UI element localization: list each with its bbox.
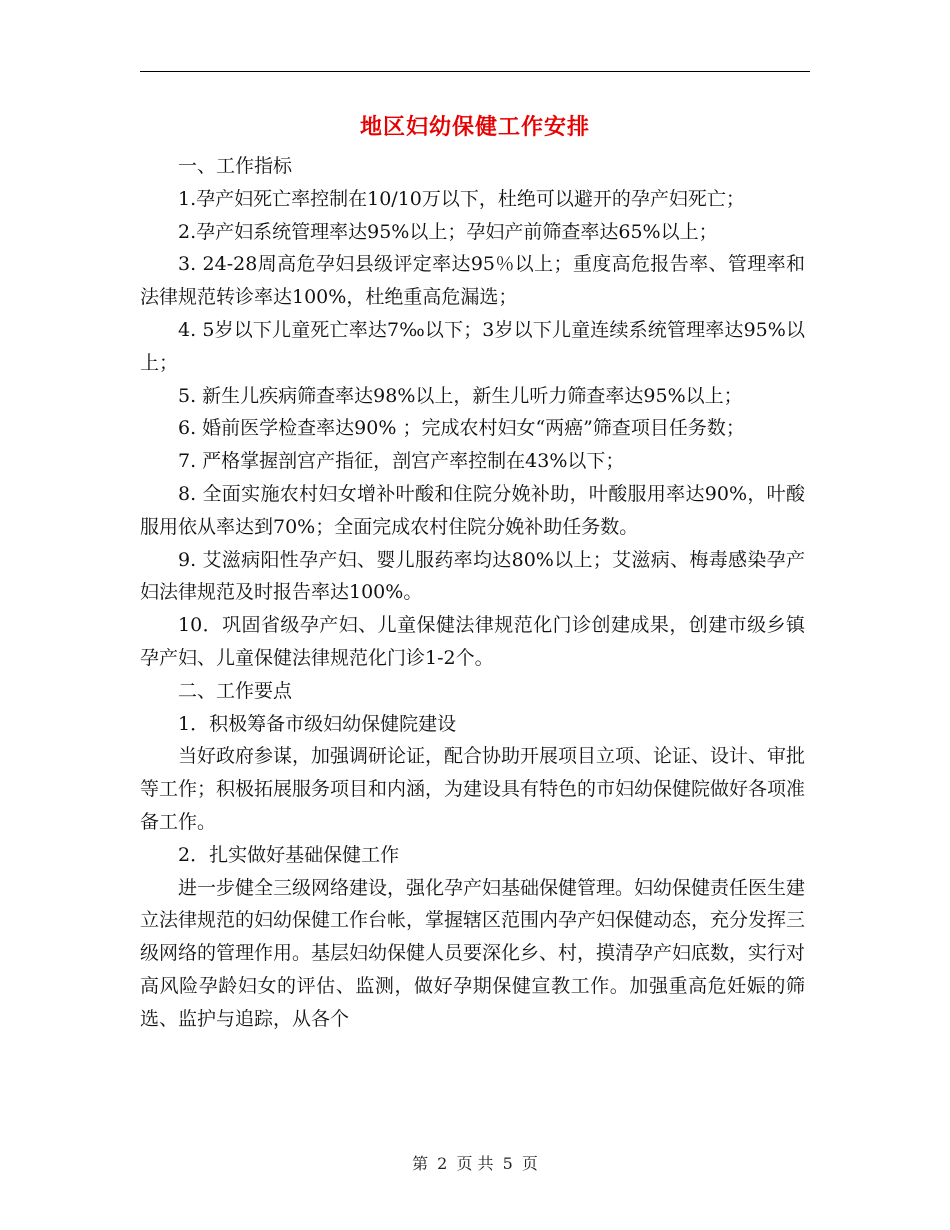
paragraph: 4. 5岁以下儿童死亡率达7‰以下；3岁以下儿童连续系统管理率达95%以上； bbox=[140, 318, 805, 374]
document-body bbox=[140, 150, 805, 1036]
section-heading: 二、工作要点 bbox=[178, 679, 293, 702]
paragraph: 2.孕产妇系统管理率达95%以上；孕妇产前筛查率达65%以上； bbox=[178, 220, 718, 243]
subsection-heading: 1．积极筹备市级妇幼保健院建设 bbox=[178, 712, 457, 735]
paragraph: 9. 艾滋病阳性孕产妇、婴儿服药率均达80%以上；艾滋病、梅毒感染孕产妇法律规范及时报告率达100%。 bbox=[140, 548, 805, 604]
paragraph: 1.孕产妇死亡率控制在10/10万以下，杜绝可以避开的孕产妇死亡； bbox=[178, 187, 745, 210]
footer-total-pages: 5 bbox=[502, 1154, 513, 1173]
header-rule bbox=[140, 71, 810, 72]
section-heading: 一、工作指标 bbox=[178, 155, 293, 177]
footer-page-number: 2 bbox=[437, 1154, 448, 1173]
footer-middle: 页 共 bbox=[456, 1154, 494, 1173]
document-title: 地区妇幼保健工作安排 bbox=[359, 114, 590, 140]
paragraph: 进一步健全三级网络建设，强化孕产妇基础保健管理。妇幼保健责任医生建立法律规范的妇幼保健工作台帐，掌握辖区范围内孕产妇保健动态，充分发挥三级网络的管理作用。基层妇幼保健人员要深化乡、村，摸清孕产妇底数，实行对高风险孕龄妇女的评估、监测，做好孕期保健宣教工作。加强重高危妊娠的筛选、监护与追踪，从各个 bbox=[140, 876, 806, 1030]
paragraph: 当好政府参谋，加强调研论证，配合协助开展项目立项、论证、设计、审批等工作；积极拓展服务项目和内涵，为建设具有特色的市妇幼保健院做好各项准备工作。 bbox=[140, 745, 806, 833]
footer-prefix: 第 bbox=[412, 1154, 429, 1173]
paragraph: 6. 婚前医学检查率达90% ；完成农村妇女“两癌”筛查项目任务数； bbox=[178, 417, 745, 440]
footer-suffix: 页 bbox=[521, 1154, 538, 1173]
paragraph: 7. 严格掌握剖宫产指征，剖宫产率控制在43%以下； bbox=[178, 450, 625, 473]
page-footer bbox=[0, 1152, 950, 1176]
paragraph: 3. 24-28周高危孕妇县级评定率达95％以上；重度高危报告率、管理率和法律规范转诊率达100%，杜绝重高危漏选； bbox=[140, 253, 805, 309]
paragraph: 8. 全面实施农村妇女增补叶酸和住院分娩补助，叶酸服用率达90%，叶酸服用依从率达到70%；全面完成农村住院分娩补助任务数。 bbox=[140, 482, 805, 538]
paragraph: 5. 新生儿疾病筛查率达98%以上，新生儿听力筛查率达95%以上； bbox=[178, 384, 743, 407]
paragraph: 10．巩固省级孕产妇、儿童保健法律规范化门诊创建成果，创建市级乡镇孕产妇、儿童保健法律规范化门诊1-2个。 bbox=[140, 614, 805, 669]
subsection-heading: 2．扎实做好基础保健工作 bbox=[178, 843, 400, 866]
